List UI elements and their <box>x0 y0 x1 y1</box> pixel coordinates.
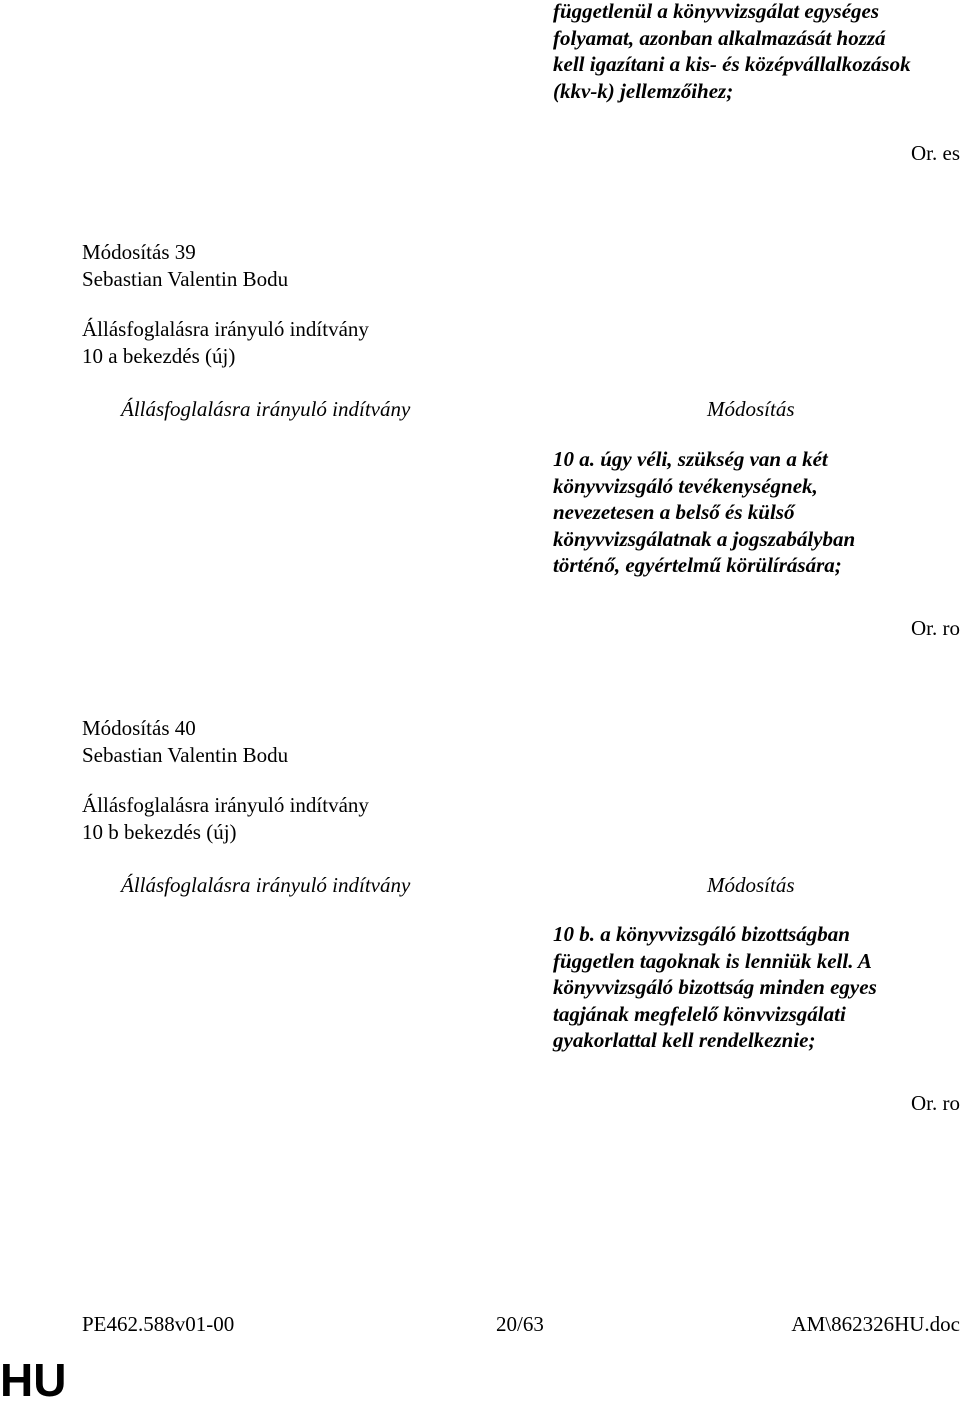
amendment-40-target <box>82 792 369 845</box>
amendment-text-line: gyakorlattal kell rendelkeznie; <box>553 1028 816 1052</box>
amendment-text-line: 10 a. úgy véli, szükség van a két <box>553 447 828 471</box>
amendment-document: Állásfoglalásra irányuló indítvány <box>82 317 369 341</box>
amendment-text-line: könyvvizsgáló bizottság minden egyes <box>553 975 877 999</box>
amendment-number: Módosítás 40 <box>82 716 196 740</box>
amendment-paragraph: 10 a bekezdés (új) <box>82 343 236 368</box>
continuation-line: kell igazítani a kis- és középvállalkozások <box>553 52 911 76</box>
column-header-left: Állásfoglalásra irányuló indítvány <box>121 873 411 897</box>
footer-reference: PE462.588v01-00 <box>82 1312 235 1336</box>
amendment-39-header <box>82 239 288 292</box>
amendment-text <box>553 446 855 579</box>
original-language-note: Or. ro <box>911 1091 960 1115</box>
footer-document-name: AM\862326HU.doc <box>791 1312 960 1336</box>
amendment-text-line: nevezetesen a belső és külső <box>553 500 795 524</box>
continuation-text <box>553 0 911 104</box>
amendment-text <box>553 921 877 1054</box>
amendment-author: Sebastian Valentin Bodu <box>82 266 289 291</box>
amendment-39-target <box>82 316 369 369</box>
amendment-author: Sebastian Valentin Bodu <box>82 742 289 767</box>
continuation-line: folyamat, azonban alkalmazását hozzá <box>553 25 886 50</box>
amendment-text-line: független tagoknak is lenniük kell. A <box>553 948 872 973</box>
column-header-right: Módosítás <box>707 873 795 897</box>
amendment-text-line: 10 b. a könyvvizsgáló bizottságban <box>553 922 850 946</box>
amendment-40-header <box>82 715 288 768</box>
amendment-text-line: könyvvizsgálatnak a jogszabályban <box>553 526 856 551</box>
amendment-number: Módosítás 39 <box>82 240 196 264</box>
original-language-note: Or. ro <box>911 616 960 640</box>
amendment-document: Állásfoglalásra irányuló indítvány <box>82 793 369 817</box>
original-language-note: Or. es <box>911 141 960 165</box>
amendment-text-line: könyvvizsgáló tevékenységnek, <box>553 473 818 498</box>
amendment-text-line: tagjának megfelelő könvvizsgálati <box>553 1001 846 1026</box>
amendment-paragraph: 10 b bekezdés (új) <box>82 819 237 844</box>
column-header-left: Állásfoglalásra irányuló indítvány <box>121 397 411 421</box>
continuation-line: függetlenül a könyvvizsgálat egységes <box>553 0 880 23</box>
footer-language-code: HU <box>0 1354 67 1406</box>
footer-page-number: 20/63 <box>496 1312 544 1336</box>
column-header-right: Módosítás <box>707 397 795 421</box>
amendment-text-line: történő, egyértelmű körülírására; <box>553 553 842 577</box>
continuation-line: (kkv-k) jellemzőihez; <box>553 78 734 103</box>
